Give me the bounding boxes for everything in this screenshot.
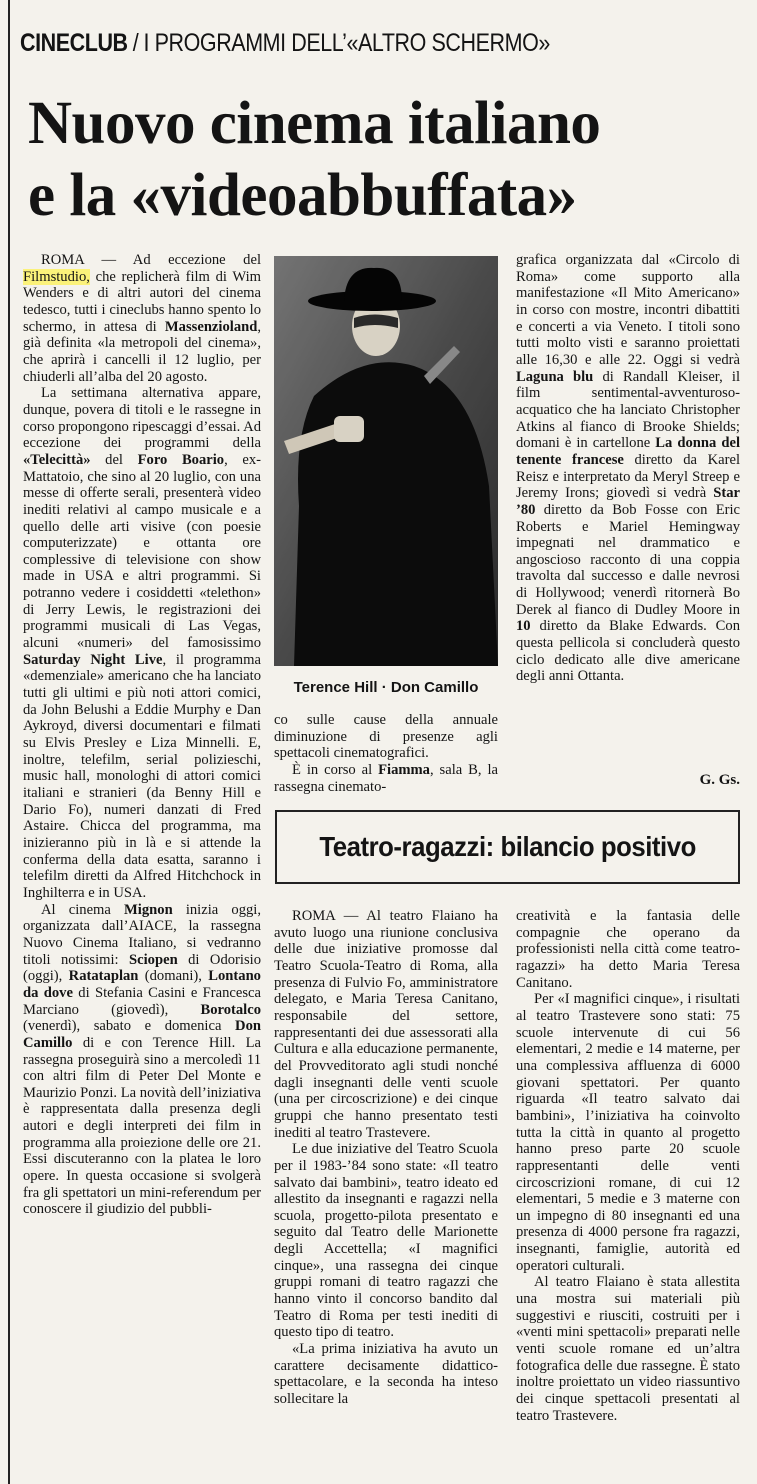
article1-signature: G. Gs. [699, 772, 740, 788]
paragraph [274, 1141, 498, 1341]
paragraph [516, 1274, 740, 1424]
paragraph [516, 252, 740, 685]
photo-caption: Terence Hill · Don Camillo [293, 679, 479, 696]
photo-illustration [274, 256, 498, 666]
bold-title: Borotalco [200, 1001, 261, 1018]
bold-title: Mignon [124, 901, 173, 918]
article1-column-2 [274, 712, 498, 795]
article2-column-1 [274, 908, 498, 1482]
bold-title: Sciopen [129, 951, 178, 968]
text-run: ROMA — Al teatro Flaiano ha avuto luogo una riunione conclusiva delle due iniziative promosse dal Teatro Scuola-Teatro di Roma, alla presenza di Fulvio Fo, amministratore delegato, e Maria Teresa Canitano, responsabile del settore, rappresentanti dei due assessorati alla Cultura e alla educazione permanente, del Provveditorato agli studi nonché dagli insegnanti delle venti scuole (una per circoscrizione) e dei cinque gruppi che hanno presentato testi inediti al teatro Trastevere. [274, 908, 498, 1141]
bold-title: Saturday Night Live [23, 651, 163, 668]
photo-terence-hill-don-camillo [274, 256, 498, 666]
text-run: inizia oggi, organizzata dall’AIACE, la rassegna Nuovo Cinema Italiano, si vedranno titoli notissimi: [23, 901, 261, 968]
bold-title: Ratataplan [68, 968, 139, 985]
text-run: ROMA — Ad eccezione del [41, 252, 261, 268]
text-run: Per «I magnifici cinque», i risultati al teatro Trastevere sono stati: 75 scuole intervenute di cui 56 elementari, 2 medie e 14 materne, per una complessiva affluenza di 6000 giovani spettatori. Per quanto riguarda «Il teatro salvato dai bambini», l’iniziativa ha coinvolto tutta la città in quanto al progetto hanno preso parte 20 scuole rappresentanti delle venti circoscrizioni romane, di cui 12 elementari, 5 medie e 3 materne con un impegno di 80 insegnanti ed una presenza di 4000 persone fra ragazzi, insegnanti, famiglie, autorità ed operatori culturali. [516, 991, 740, 1274]
bold-title: Don Camillo [23, 1018, 261, 1051]
text-run: di e con Terence Hill. La rassegna proseguirà sino a mercoledì 11 con altri film di Peter Del Monte e Maurizio Ponzi. La novità dell’iniziativa è rappresentata dalla presenza degli autori e degli interpreti dei film in programma alla proiezione delle ore 21. Essi discuteranno con la platea le loro opere. In questa occasione si svolgerà fra gli spettatori un mini-referendum per conoscere il giudizio del pubbli- [23, 1034, 261, 1218]
bold-title: Star ’80 [516, 485, 740, 518]
bold-title: Fiamma [378, 761, 430, 778]
bold-title: Lontano da dove [23, 968, 261, 1001]
paragraph [274, 712, 498, 762]
paragraph [274, 762, 498, 795]
kicker-separator: / [132, 29, 139, 57]
text-run: che replicherà film di Wim Wenders e di altri autori del cinema tedesco, tutti i cineclubs hanno spento lo schermo, in attesa di [23, 268, 261, 335]
text-run: co sulle cause della annuale diminuzione di presenze agli spettacoli cinematografici. [274, 712, 498, 762]
section-kicker [20, 26, 644, 60]
bold-title: Massenzioland [164, 318, 258, 335]
paragraph [23, 252, 261, 385]
text-run: creatività e la fantasia delle compagnie che operano da professionisti nella città come teatro-ragazzi» ha detto Maria Teresa Canitano. [516, 908, 740, 991]
text-run: È in corso al [292, 761, 379, 778]
paragraph [516, 991, 740, 1274]
paragraph [274, 908, 498, 1141]
article1-column-1 [23, 252, 261, 1482]
bold-title: La donna del tenente francese [516, 435, 740, 468]
text-run: (venerdì), sabato e domenica [23, 1018, 236, 1035]
paragraph [23, 385, 261, 901]
article2-title-box [275, 810, 740, 884]
paragraph [516, 908, 740, 991]
headline-line-2: e la «videoabbuffata» [28, 162, 577, 229]
text-run: (domani), [138, 968, 209, 985]
text-run: grafica organizzata dal «Circolo di Roma» come supporto alla manifestazione «Il Mito Americano» in corso con mostre, incontri dibattiti e concerti a via Veneto. I titoli sono tutti molto visti e saranno proiettati alle 16,30 e alle 22. Oggi si vedrà [516, 252, 740, 368]
text-run: , ex-Mattatoio, che sino al 20 luglio, con una messe di offerte serali, presenterà video inediti relativi al campo musicale e a quello delle arti visive (con poesie computerizzate) e ottanta ore complessive di televisione con show made in USA e altri programmi. Si potranno vedere i cosiddetti «telethon» di Jerry Lewis, le registrazioni dei programmi musicali di Las Vegas, alcuni «numeri» del famosissimo [23, 451, 262, 652]
article2-column-2 [516, 908, 740, 1482]
bold-title: Laguna blu [516, 368, 594, 385]
text-run: di Odorisio (oggi), [23, 951, 261, 985]
text-run: del [90, 451, 138, 468]
text-run: di Randall Kleiser, il film sentimental-avventuroso-acquatico che ha lanciato Christopher Atkins al fianco di Brooke Shields; domani è in cartellone [516, 368, 741, 452]
text-run: , già definita «la metropoli del cinema», che aprirà i cancelli il 12 luglio, per chiuderli all’alba del 20 agosto. [23, 318, 261, 385]
bold-title: Foro Boario [137, 451, 225, 468]
highlighted-text: Filmstudio, [23, 268, 90, 285]
bold-title: 10 [516, 618, 531, 635]
text-run: , sala B, la rassegna cinemato- [274, 761, 498, 795]
page-left-rule [8, 0, 10, 1484]
text-run: diretto da Bob Fosse con Eric Roberts e Mariel Hemingway impegnati nel drammatico e angoscioso racconto di una coppia travolta dal successo e dalle nevrosi di Hollywood; venerdì ritornerà Bo Derek al fianco di Dudley Moore in [516, 501, 740, 618]
paragraph [274, 1341, 498, 1408]
text-run: , il programma «demenziale» americano che ha lanciato tutti gli ultimi e più noti attori comici, da John Belushi a Eddie Murphy e Dan Aykroyd, diversi documentari e filmati su Elvis Presley e Liza Minnelli. E, inoltre, telefilm, serial polizieschi, music hall, monologhi di attori comici italiani e stranieri (da Benny Hill e Dario Fo), numeri danzati di Fred Astaire. Chicca del programma, ma inizieranno più in là e si attende la conferma della data esatta, saranno i telefilm diretti da Alfred Hitchchock in Inghilterra e in USA. [23, 651, 261, 901]
text-run: diretto da Blake Edwards. Con questa pellicola si concluderà questo ciclo dedicato alle dive americane degli anni Ottanta. [516, 618, 740, 685]
text-run: «La prima iniziativa ha avuto un carattere decisamente didattico-spettacolare, e la seconda ha inteso sollecitare la [274, 1341, 498, 1408]
text-run: La settimana alternativa appare, dunque, povera di titoli e le rassegne in corso propongono ripescaggi d’essai. Ad eccezione dei programmi della [23, 385, 261, 452]
article2-title: Teatro-ragazzi: bilancio positivo [319, 831, 696, 862]
bold-title: «Telecittà» [23, 451, 91, 468]
article1-column-3 [516, 252, 740, 772]
text-run: di Stefania Casini e Francesca Marciano (giovedì), [23, 984, 261, 1018]
kicker-title: I PROGRAMMI DELL’«ALTRO SCHERMO» [143, 29, 550, 57]
kicker-section: CINECLUB [20, 29, 128, 57]
headline-line-1: Nuovo cinema italiano [28, 90, 601, 157]
text-run: Le due iniziative del Teatro Scuola per il 1983-’84 sono state: «Il teatro salvato dai bambini», teatro ideato ed allestito da insegnanti e ragazzi nella scuola, progetto-pilota presentato e seguito dal Teatro delle Marionette degli Accettella; «I magnifici cinque», una rassegna dei cinque gruppi romani di teatro ragazzi che hanno vinto il concorso bandito dal Teatro di Roma per testi inediti di questo tipo di teatro. [274, 1141, 498, 1341]
text-run: Al cinema [41, 901, 125, 918]
text-run: diretto da Karel Reisz e interpretato da Meryl Streep e Jeremy Irons; giovedì si vedrà [516, 451, 740, 502]
paragraph [23, 902, 261, 1218]
text-run: Al teatro Flaiano è stata allestita una mostra sui materiali più suggestivi e riusciti, costruiti per i «venti mini spettacoli» preparati nelle venti scuole romane ed un’altra fotografica delle due rassegne. È stato inoltre proiettato un video riassuntivo dei cinque spettacoli presentati al teatro Trastevere. [516, 1274, 740, 1424]
